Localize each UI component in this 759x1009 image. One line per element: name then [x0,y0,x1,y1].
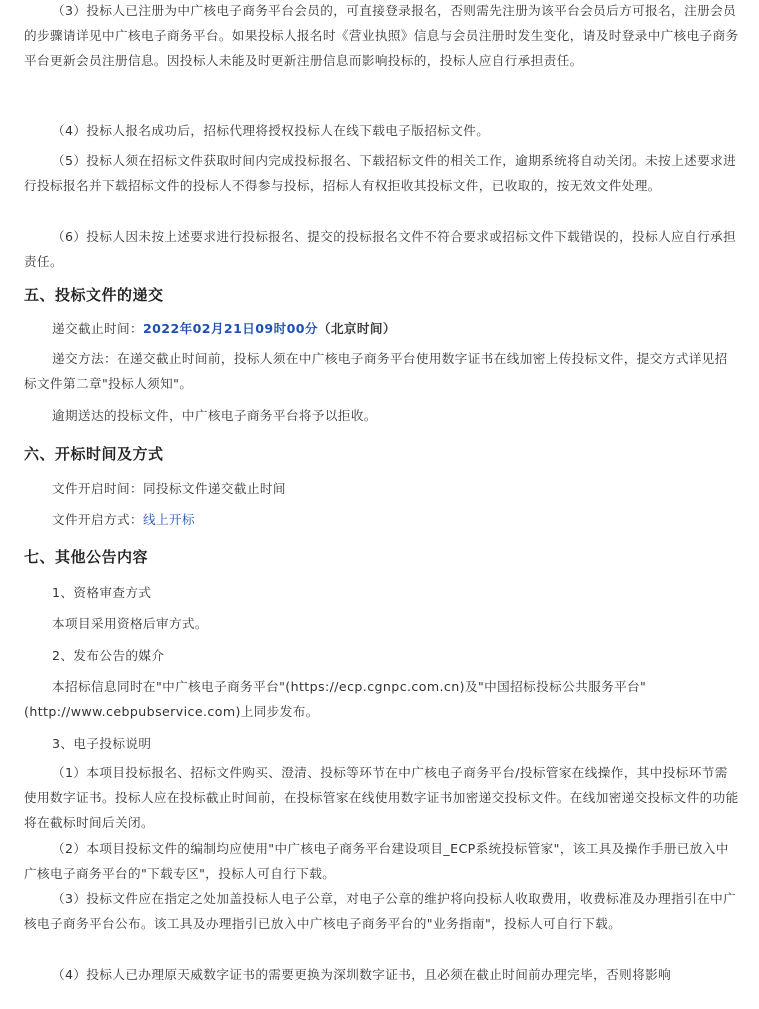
item-1-text: 本项目采用资格后审方式。 [52,616,208,631]
paragraph-registration-6: （6）投标人因未按上述要求进行投标报名、提交的投标报名文件不符合要求或招标文件下载错误的，投标人应自行承担责任。 [24,229,737,269]
submission-deadline-label: 递交截止时间： [52,321,143,336]
submission-method: 递交方法：在递交截止时间前，投标人须在中广核电子商务平台使用数字证书在线加密上传投标文件，提交方式详见招标文件第二章"投标人须知"。 [24,351,728,391]
item-3-title: 3、电子投标说明 [52,736,152,751]
paragraph-registration-5: （5）投标人须在招标文件获取时间内完成投标报名、下载招标文件的相关工作，逾期系统将自动关闭。未按上述要求进行投标报名并下载招标文件的投标人不得参与投标，招标人有权拒收其投标文件，已收取的，按无效文件处理。 [24,153,737,193]
item-3-para-3: （3）投标文件应在指定之处加盖投标人电子公章，对电子公章的维护将向投标人收取费用，收费标准及办理指引在中广核电子商务平台公布。该工具及办理指引已放入中广核电子商务平台的"业务指南"，投标人可自行下载。 [24,891,737,931]
section-heading-other: 七、其他公告内容 [24,548,149,566]
submission-deadline [24,316,739,341]
item-3-para-4: （4）投标人已办理原天威数字证书的需要更换为深圳数字证书，且必须在截止时间前办理完毕，否则将影响 [52,967,672,982]
opening-method-label: 文件开启方式： [52,512,143,527]
item-2-text: 本招标信息同时在"中广核电子商务平台"(https://ecp.cgnpc.com.cn)及"中国招标投标公共服务平台"(http://www.cebpubservice.com)上同步发布。 [24,679,647,719]
opening-method [24,507,739,532]
opening-method-value: 线上开标 [142,512,195,527]
submission-deadline-tz: （北京时间） [317,321,396,336]
submission-deadline-value: 2022年02月21日09时00分 [142,321,318,336]
item-3-para-1: （1）本项目投标报名、招标文件购买、澄清、投标等环节在中广核电子商务平台/投标管家在线操作，其中投标环节需使用数字证书。投标人应在投标截止时间前，在投标管家在线使用数字证书加密递交投标文件。在线加密递交投标文件的功能将在截标时间后关闭。 [24,765,739,830]
section-heading-opening: 六、开标时间及方式 [24,445,164,463]
late-submission-note: 逾期送达的投标文件，中广核电子商务平台将予以拒收。 [52,408,377,423]
opening-time: 文件开启时间：同投标文件递交截止时间 [52,481,286,496]
item-1-title: 1、资格审查方式 [52,585,152,600]
paragraph-registration-3: （3）投标人已注册为中广核电子商务平台会员的，可直接登录报名，否则需先注册为该平台会员后方可报名，注册会员的步骤请详见中广核电子商务平台。如果投标人报名时《营业执照》信息与会员注册时发生变化，请及时登录中广核电子商务平台更新会员注册信息。因投标人未能及时更新注册信息而影响投标的，投标人应自行承担责任。 [24,3,739,68]
item-3-para-2: （2）本项目投标文件的编制均应使用"中广核电子商务平台建设项目_ECP系统投标管家"，该工具及操作手册已放入中广核电子商务平台的"下载专区"，投标人可自行下载。 [24,841,729,881]
paragraph-registration-4: （4）投标人报名成功后，招标代理将授权投标人在线下载电子版招标文件。 [52,123,490,138]
item-2-title: 2、发布公告的媒介 [52,648,165,663]
section-heading-submission: 五、投标文件的递交 [24,286,164,304]
